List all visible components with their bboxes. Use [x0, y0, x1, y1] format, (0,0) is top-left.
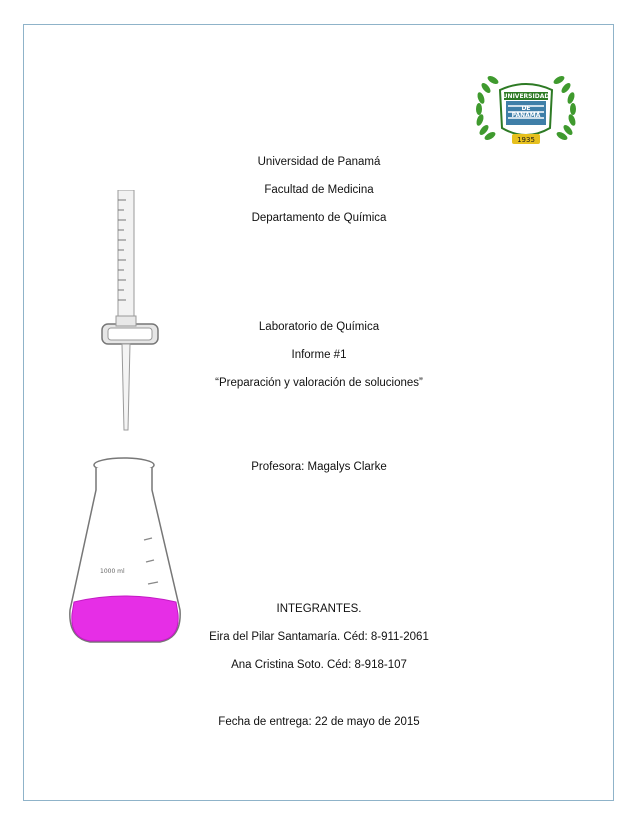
svg-text:DE: DE [521, 105, 531, 112]
svg-text:UNIVERSIDAD: UNIVERSIDAD [502, 93, 550, 100]
svg-text:1000 ml: 1000 ml [100, 568, 125, 575]
member-item: Eira del Pilar Santamaría. Céd: 8-911-2061 [209, 631, 429, 643]
members-heading: INTEGRANTES. [276, 603, 362, 615]
member-item: Ana Cristina Soto. Céd: 8-918-107 [231, 659, 407, 671]
report-title: “Preparación y valoración de soluciones” [215, 377, 423, 389]
svg-text:PANAMÁ: PANAMÁ [511, 112, 541, 119]
lab-name: Laboratorio de Química [258, 321, 380, 333]
burette-flask-icon [60, 190, 200, 665]
report-number: Informe #1 [291, 349, 347, 361]
svg-text:1935: 1935 [517, 136, 535, 144]
faculty-name: Facultad de Medicina [264, 184, 374, 196]
delivery-date: Fecha de entrega: 22 de mayo de 2015 [218, 716, 420, 728]
teacher-line: Profesora: Magalys Clarke [251, 461, 387, 473]
university-seal-icon [470, 70, 582, 156]
department-name: Departamento de Química [251, 212, 387, 224]
university-name: Universidad de Panamá [257, 156, 381, 168]
